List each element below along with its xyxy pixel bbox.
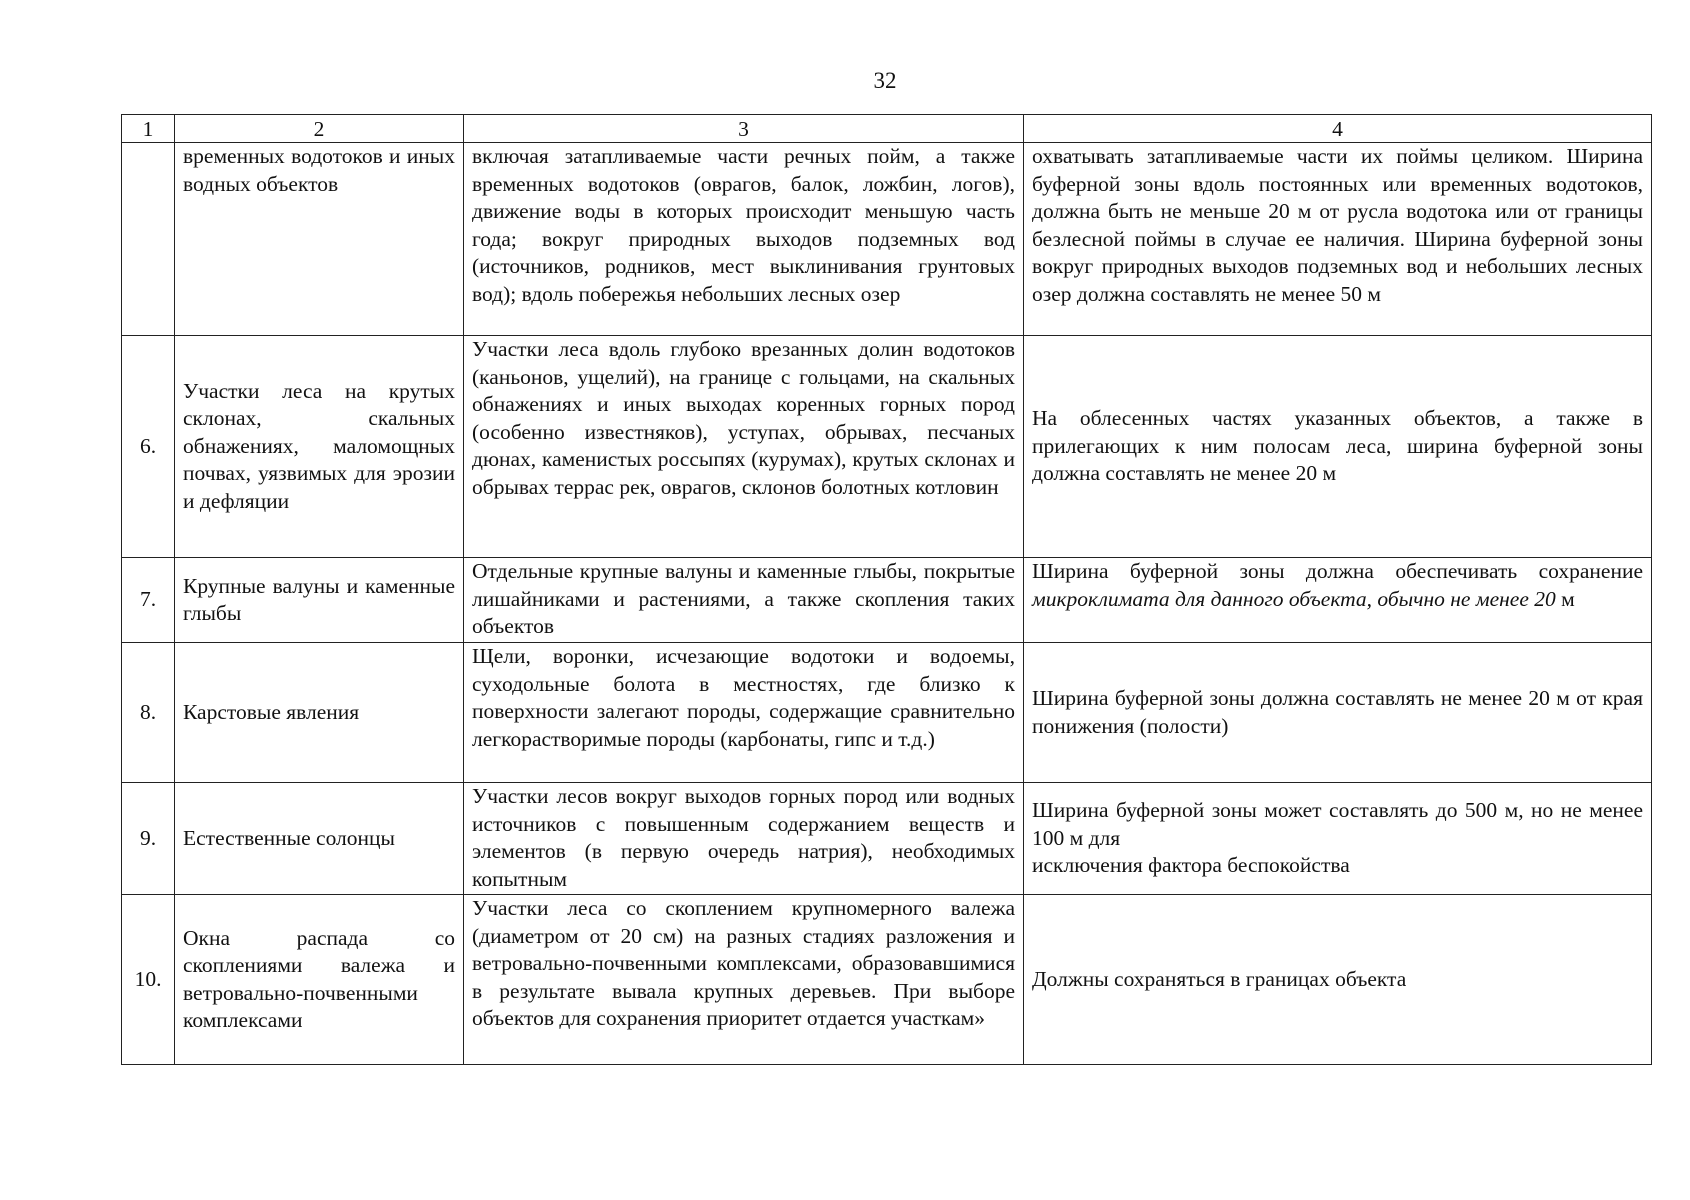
table-row <box>122 783 1652 895</box>
buffer-requirement: Ширина буферной зоны должна составлять не менее 20 м от края понижения (полости) <box>1024 643 1652 783</box>
object-description: Участки леса со скоплением крупномерного валежа (диаметром от 20 см) на разных стадиях разложения и ветровально-почвенными комплексами, образовавшимися в результате вывала крупных деревьев. При выборе объектов для сохранения приоритет отдается участкам» <box>464 895 1024 1065</box>
requirement-tail-text: м <box>1561 586 1575 611</box>
requirement-text: Ширина буферной зоны должна обеспечивать сохранение <box>1032 559 1643 583</box>
table-row <box>122 558 1652 643</box>
row-number: 10. <box>122 895 175 1065</box>
table-row <box>122 895 1652 1065</box>
object-name: Крупные валуны и каменные глыбы <box>175 558 464 643</box>
table-header-row <box>122 115 1652 143</box>
object-description: Отдельные крупные валуны и каменные глыбы, покрытые лишайниками и растениями, а также скопления таких объектов <box>464 558 1024 643</box>
table-row <box>122 336 1652 558</box>
object-description: Участки лесов вокруг выходов горных пород или водных источников с повышенным содержанием веществ и элементов (в первую очередь натрия), необходимых копытным <box>464 783 1024 895</box>
table-row <box>122 143 1652 336</box>
row-number: 6. <box>122 336 175 558</box>
row-number: 7. <box>122 558 175 643</box>
object-description: Щели, воронки, исчезающие водотоки и водоемы, суходольные болота в местностях, где близко к поверхности залегают породы, содержащие сравнительно легкорастворимые породы (карбонаты, гипс и т.д.) <box>464 643 1024 783</box>
object-name: Окна распада со скоплениями валежа и ветровально-почвенными комплексами <box>175 895 464 1065</box>
object-name: Участки леса на крутых склонах, скальных обнажениях, маломощных почвах, уязвимых для эрозии и дефляции <box>175 336 464 558</box>
buffer-requirement <box>1024 558 1652 643</box>
buffer-requirement: охватывать затапливаемые части их поймы целиком. Ширина буферной зоны вдоль постоянных или временных водотоков, должна быть не меньше 20 м от русла водотока или от границы безлесной поймы в случае ее наличия. Ширина буферной зоны вокруг природных выходов подземных вод и небольших лесных озер должна составлять не менее 50 м <box>1024 143 1652 336</box>
requirement-italic-text: микроклимата для данного объекта, обычно не менее 20 <box>1032 586 1556 611</box>
object-name: временных водотоков и иных водных объектов <box>175 143 464 336</box>
row-number: 9. <box>122 783 175 895</box>
object-description: Участки леса вдоль глубоко врезанных долин водотоков (каньонов, ущелий), на границе с гольцами, на скальных обнажениях и иных выходах коренных горных пород (особенно известняков), уступах, обрывах, песчаных дюнах, каменистых россыпях (курумах), крутых склонах и обрывах террас рек, оврагов, склонов болотных котловин <box>464 336 1024 558</box>
buffer-zone-table <box>121 114 1652 1065</box>
page-number: 32 <box>873 68 897 93</box>
object-name: Естественные солонцы <box>175 783 464 895</box>
header-col-4: 4 <box>1024 115 1652 143</box>
header-col-1: 1 <box>122 115 175 143</box>
header-col-3: 3 <box>464 115 1024 143</box>
buffer-requirement: Должны сохраняться в границах объекта <box>1024 895 1652 1065</box>
header-col-2: 2 <box>175 115 464 143</box>
buffer-requirement <box>1024 783 1652 895</box>
table-row <box>122 643 1652 783</box>
object-description: включая затапливаемые части речных пойм, а также временных водотоков (оврагов, балок, ложбин, логов), движение воды в которых происходит меньшую часть года; вокруг природных выходов подземных вод (источников, родников, мест выклинивания грунтовых вод); вдоль побережья небольших лесных озер <box>464 143 1024 336</box>
buffer-requirement: На облесенных частях указанных объектов, а также в прилегающих к ним полосам леса, ширина буферной зоны должна составлять не менее 20 м <box>1024 336 1652 558</box>
requirement-line: Ширина буферной зоны может составлять до 500 м, но не менее 100 м для <box>1032 798 1643 850</box>
row-number: 8. <box>122 643 175 783</box>
object-name: Карстовые явления <box>175 643 464 783</box>
row-number <box>122 143 175 336</box>
requirement-line: исключения фактора беспокойства <box>1032 853 1350 878</box>
